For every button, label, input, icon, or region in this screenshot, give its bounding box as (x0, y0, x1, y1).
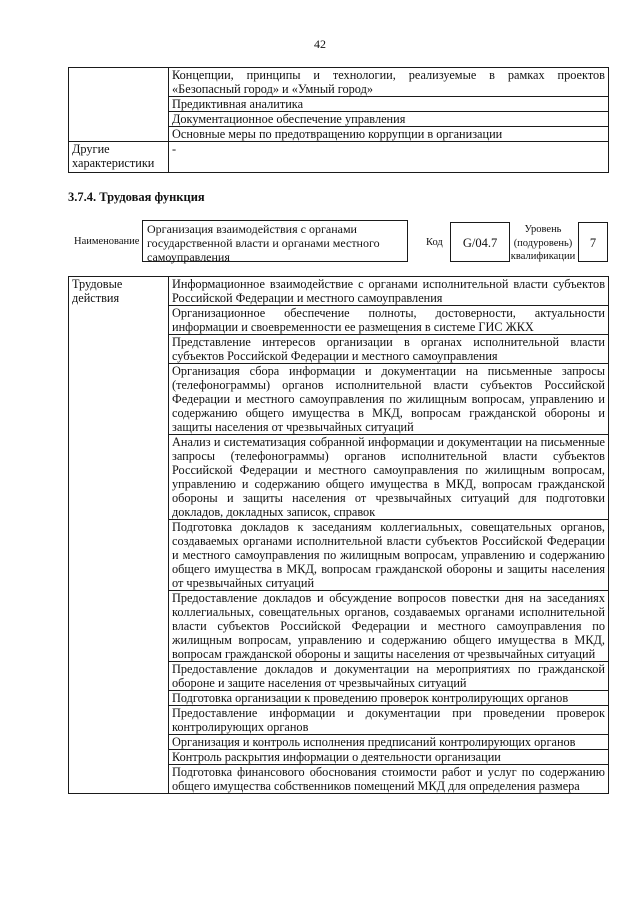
labor-actions-label: Трудовые действия (69, 277, 169, 794)
other-characteristics-value: - (169, 142, 609, 173)
labor-action-item: Представление интересов организации в органах исполнительной власти субъектов Российской Федерации и местного самоуправления (169, 335, 609, 364)
other-characteristics-label: Другие характеристики (69, 142, 169, 173)
table-row (69, 142, 609, 173)
labor-action-item: Организация и контроль исполнения предписаний контролирующих органов (169, 735, 609, 750)
labor-action-item: Предоставление докладов и обсуждение вопросов повестки дня на заседаниях коллегиальных, совещательных органов, создаваемых органами исполнительной власти субъектов Российской Федерации и местного самоуправления по жилищным вопросам, управлению и содержанию общего имущества в МКД, вопросам гражданской обороны и защиты населения от чрезвычайных ситуаций (169, 591, 609, 662)
table-cell: Основные меры по предотвращению коррупции в организации (169, 127, 609, 142)
table-cell-empty (69, 68, 169, 142)
table-row (69, 68, 609, 97)
labor-action-item: Предоставление докладов и документации на мероприятиях по гражданской обороне и защите населения от чрезвычайных ситуаций (169, 662, 609, 691)
labor-action-item: Подготовка финансового обоснования стоимости работ и услуг по содержанию общего имущества собственников помещений МКД для определения размера (169, 765, 609, 794)
section-title: 3.7.4. Трудовая функция (68, 190, 205, 204)
level-label: Уровень (подуровень) квалификации (510, 224, 576, 262)
labor-action-item: Предоставление информации и документации при проведении проверок контролирующих органов (169, 706, 609, 735)
labor-action-item: Информационное взаимодействие с органами исполнительной власти субъектов Российской Федерации и местного самоуправления (169, 277, 609, 306)
table-row (69, 277, 609, 306)
labor-action-item: Организация сбора информации и документации на письменные запросы (телефонограммы) органов исполнительной власти субъектов Российской Федерации и местного самоуправления по жилищным вопросам, управлению и содержанию общего имущества в МКД, вопросам гражданской обороны и защиты населения от чрезвычайных ситуаций (169, 364, 609, 435)
labor-action-item: Организационное обеспечение полноты, достоверности, актуальности информации и своевременности ее размещения в системе ГИС ЖКХ (169, 306, 609, 335)
code-label: Код (426, 237, 443, 248)
name-label: Наименование (74, 236, 140, 247)
table-cell: Предиктивная аналитика (169, 97, 609, 112)
table-cell: Документационное обеспечение управления (169, 112, 609, 127)
code-value: G/04.7 (450, 222, 510, 262)
knowledge-table (68, 67, 609, 173)
labor-action-item: Анализ и систематизация собранной информации и документации на письменные запросы (телефонограммы) органов исполнительной власти субъектов Российской Федерации и местного самоуправления по жилищным вопросам, управлению и содержанию общего имущества в МКД, вопросам гражданской обороны и защиты населения от чрезвычайных ситуаций для подготовки докладов, докладных записок, справок (169, 435, 609, 520)
labor-action-item: Подготовка организации к проведению проверок контролирующих органов (169, 691, 609, 706)
page-number: 42 (314, 37, 326, 51)
function-header (68, 218, 609, 268)
level-value: 7 (578, 222, 608, 262)
labor-actions-table (68, 276, 609, 794)
table-cell: Концепции, принципы и технологии, реализуемые в рамках проектов «Безопасный город» и «Умный город» (169, 68, 609, 97)
labor-action-item: Подготовка докладов к заседаниям коллегиальных, совещательных органов, создаваемых органами исполнительной власти субъектов Российской Федерации и местного самоуправления по жилищным вопросам, управлению и содержанию общего имущества в МКД, вопросам гражданской обороны и защиты населения от чрезвычайных ситуаций (169, 520, 609, 591)
labor-action-item: Контроль раскрытия информации о деятельности организации (169, 750, 609, 765)
name-value: Организация взаимодействия с органами государственной власти и органами местного самоуправления (142, 220, 408, 262)
